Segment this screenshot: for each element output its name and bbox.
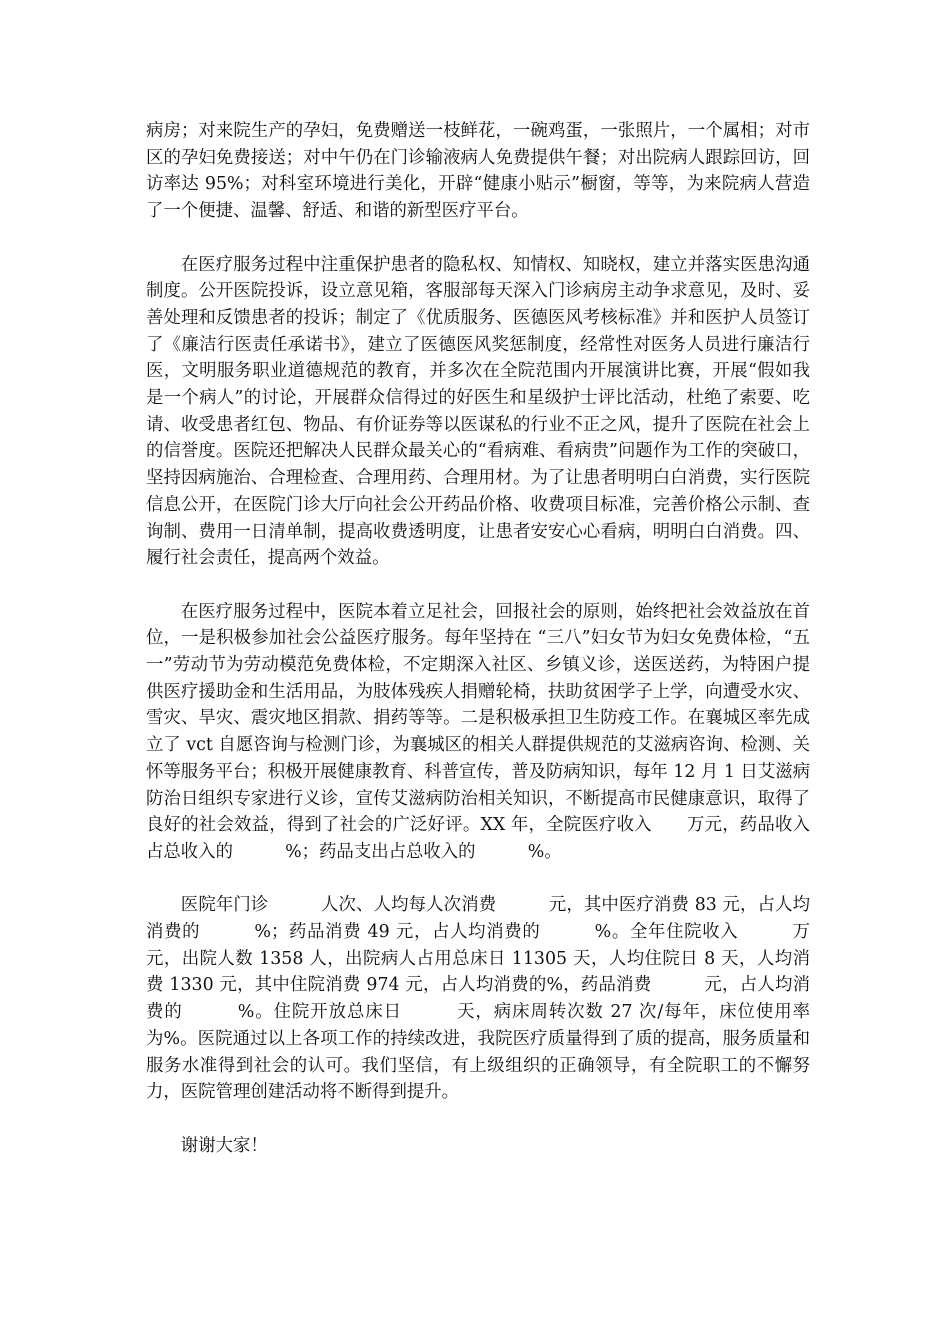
paragraph-2: 在医疗服务过程中注重保护患者的隐私权、知情权、知晓权，建立并落实医患沟通制度。公开医院投诉，设立意见箱，客服部每天深入门诊病房主动争求意见，及时、妥善处理和反馈患者的投诉；制定了《优质服务、医德医风考核标准》并和医护人员签订了《廉洁行医责任承诺书》，建立了医德医风奖惩制度，经常性对医务人员进行廉洁行医，文明服务职业道德规范的教育，并多次在全院范围内开展演讲比赛，开展“假如我是一个病人”的讨论，开展群众信得过的好医生和星级护士评比活动，杜绝了索要、吃请、收受患者红包、物品、有价证券等以医谋私的行业不正之风，提升了医院在社会上的信誉度。医院还把解决人民群众最关心的“看病难、看病贵”问题作为工作的突破口，坚持因病施治、合理检查、合理用药、合理用材。为了让患者明明白白消费，实行医院信息公开，在医院门诊大厅向社会公开药品价格、收费项目标准，完善价格公示制、查询制、费用一日清单制，提高收费透明度，让患者安安心心看病，明明白白消费。四、履行社会责任，提高两个效益。 xyxy=(146,254,810,569)
paragraph-4: 医院年门诊 人次、人均每人次消费 元，其中医疗消费 83 元，占人均消费的 %；药品消费 49 元，占人均消费的 %。全年住院收入 万元，出院人数 1358 人，出院病人占用总床日 11305 天，人均住院日 8 天，人均消费 1330 元，其中住院消费 974 元，占人均消费的%，药品消费 元，占人均消费的 %。住院开放总床日 天，病床周转次数 27 次/每年，床位使用率为%。医院通过以上各项工作的持续改进，我院医疗质量得到了质的提高，服务质量和服务水准得到社会的认可。我们坚信，有上级组织的正确领导，有全院职工的不懈努力，医院管理创建活动将不断得到提升。 xyxy=(146,895,810,1103)
paragraph-1: 病房；对来院生产的孕妇，免费赠送一枝鲜花，一碗鸡蛋，一张照片，一个属相；对市区的孕妇免费接送；对中午仍在门诊输液病人免费提供午餐；对出院病人跟踪回访，回访率达 95%；对科室环境进行美化，开辟“健康小贴示”橱窗，等等，为来院病人营造了一个便捷、温馨、舒适、和谐的新型医疗平台。 xyxy=(146,121,810,222)
paragraph-3: 在医疗服务过程中，医院本着立足社会，回报社会的原则，始终把社会效益放在首位，一是积极参加社会公益医疗服务。每年坚持在 “三八”妇女节为妇女免费体检，“五一”劳动节为劳动模范免费体检，不定期深入社区、乡镇义诊，送医送药，为特困户提供医疗援助金和生活用品，为肢体残疾人捐赠轮椅，扶助贫困学子上学，向遭受水灾、雪灾、旱灾、震灾地区捐款、捐药等等。二是积极承担卫生防疫工作。在襄城区率先成立了 vct 自愿咨询与检测门诊，为襄城区的相关人群提供规范的艾滋病咨询、检测、关怀等服务平台；积极开展健康教育、科普宣传，普及防病知识，每年 12 月 1 日艾滋病防治日组织专家进行义诊，宣传艾滋病防治相关知识，不断提高市民健康意识，取得了良好的社会效益，得到了社会的广泛好评。XX 年，全院医疗收入 万元，药品收入占总收入的 %；药品支出占总收入的 %。 xyxy=(146,601,810,862)
document-body xyxy=(146,118,810,1159)
closing-remark: 谢谢大家！ xyxy=(180,1135,268,1156)
